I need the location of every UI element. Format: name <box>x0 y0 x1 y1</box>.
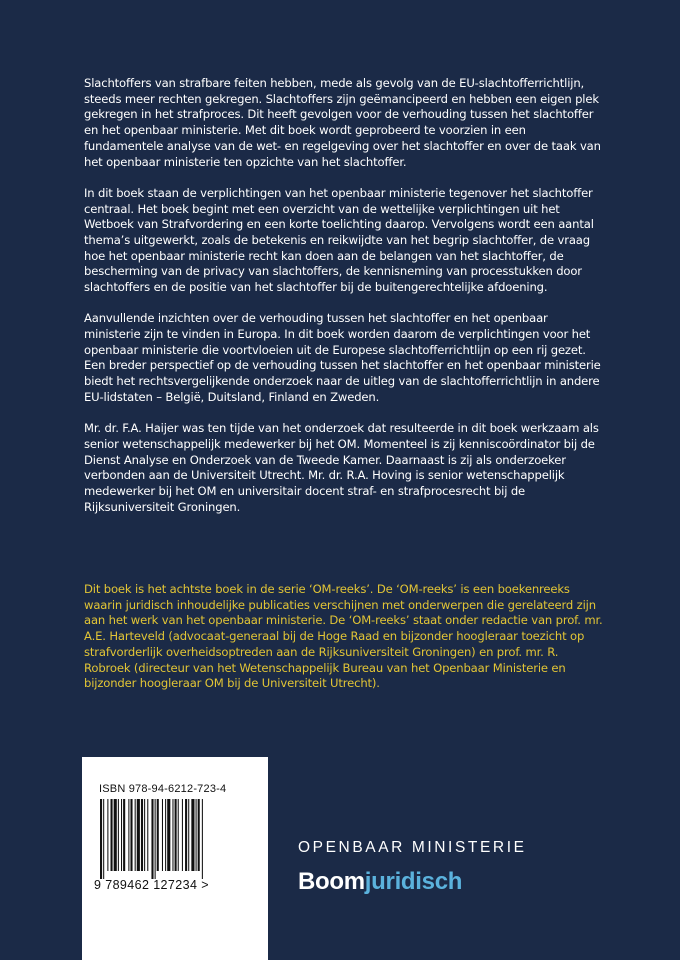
blurb-paragraph-3: Aanvullende inzichten over de verhouding tussen het slachtoffer en het openbaar ministerie zijn te vinden in Europa. In dit boek worden daarom de verplichtingen voor het openbaar ministerie die voortvloeien uit de Europese slachtofferrichtlijn op een rij gezet. Een breder perspectief op de verhouding tussen het slachtoffer en het openbaar ministerie biedt het rechtsvergelijkende onderzoek naar de uitleg van de slachtofferrichtlijn in andere EU-lidstaten – België, Duitsland, Finland en Zweden. <box>84 311 601 404</box>
ean-digits: 9 789462 127234 > <box>94 878 209 892</box>
author-bio: Mr. dr. F.A. Haijer was ten tijde van het onderzoek dat resulteerde in dit boek werkzaam als senior wetenschappelijk medewerker bij het OM. Momenteel is zij kenniscoördinator bij de Dienst Analyse en Onderzoek van de Tweede Kamer. Daarnaast is zij als onderzoeker verbonden aan de Universiteit Utrecht. Mr. dr. R.A. Hoving is senior wetenschappelijk medewerker bij het OM en universitair docent straf- en strafprocesrecht bij de Rijksuniversiteit Groningen. <box>84 421 599 514</box>
boom-juridisch-logo <box>298 868 462 896</box>
blurb-paragraph-2: In dit boek staan de verplichtingen van het openbaar ministerie tegenover het slachtoffer centraal. Het boek begint met een overzicht van de wettelijke verplichtingen uit het Wetboek van Strafvordering en een korte toelichting daarop. Vervolgens wordt een aantal thema’s uitgewerkt, zoals de betekenis en reikwijdte van het begrip slachtoffer, de vraag hoe het openbaar ministerie recht kan doen aan de belangen van het slachtoffer, de bescherming van de privacy van slachtoffers, de kennisneming van processtukken door slachtoffers en de positie van het slachtoffer bij de buitengerechtelijke afdoening. <box>84 185 594 295</box>
boom-logo-part2: juridisch <box>364 868 463 895</box>
openbaar-ministerie-logo: OPENBAAR MINISTERIE <box>298 839 527 856</box>
barcode-image <box>96 799 256 879</box>
boom-logo-part1: Boom <box>298 868 365 895</box>
blurb <box>84 76 604 531</box>
barcode-panel <box>82 757 268 960</box>
series-note: Dit boek is het achtste boek in de serie ‘OM-reeks’. De ‘OM-reeks’ is een boekenreeks waarin juridisch inhoudelijke publicaties verschijnen met onderwerpen die gerelateerd zijn aan het werk van het openbaar ministerie. De ‘OM-reeks’ staat onder redactie van prof. mr. A.E. Harteveld (advocaat-generaal bij de Hoge Raad en bijzonder hoogleraar toezicht op strafvorderlijk overheidsoptreden aan de Rijksuniversiteit Groningen) en prof. mr. R. Robroek (directeur van het Wetenschappelijk Bureau van het Openbaar Ministerie en bijzonder hoogleraar OM bij de Universiteit Utrecht). <box>84 582 603 691</box>
blurb-paragraph-1: Slachtoffers van strafbare feiten hebben, mede als gevolg van de EU-slachtofferrichtlijn, steeds meer rechten gekregen. Slachtoffers zijn geëmancipeerd en hebben een eigen plek gekregen in het strafproces. Dit heeft gevolgen voor de verhouding tussen het slachtoffer en het openbaar ministerie. Met dit boek wordt geprobeerd te voorzien in een fundamentele analyse van de wet- en regelgeving over het slachtoffer en over de taak van het openbaar ministerie ten opzichte van het slachtoffer. <box>84 76 601 169</box>
isbn-label: ISBN 978-94-6212-723-4 <box>99 783 227 795</box>
